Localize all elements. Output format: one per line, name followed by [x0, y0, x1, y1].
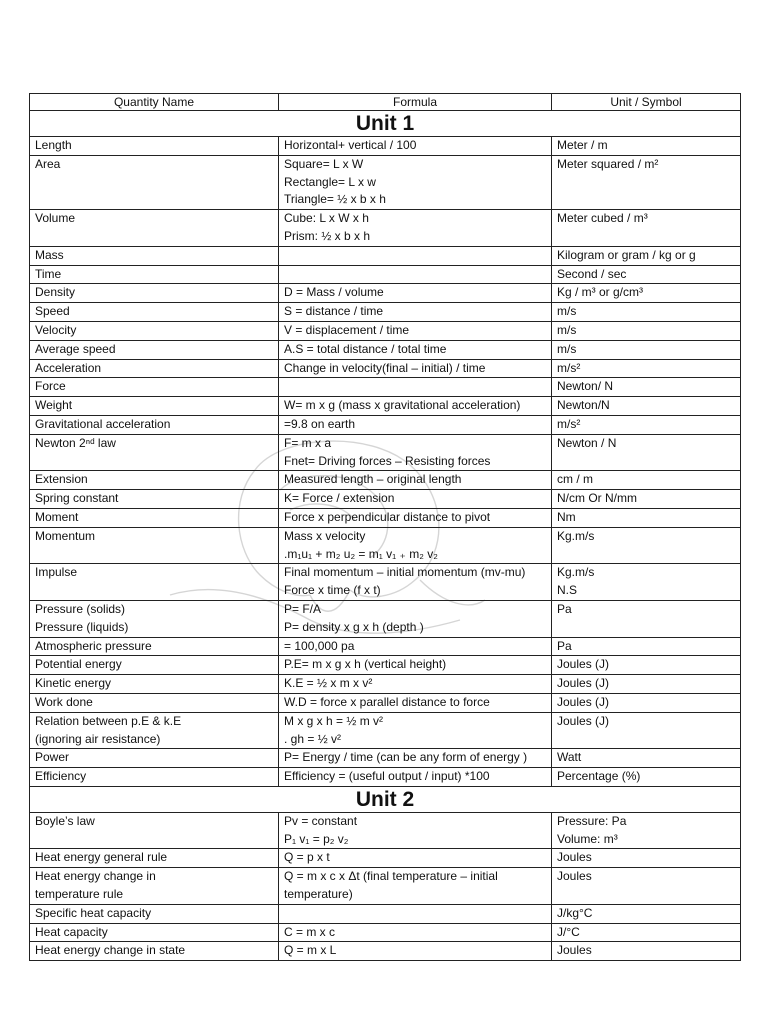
cell-line: M x g x h = ½ m v²	[284, 713, 384, 728]
cell-line: Force x time (f x t)	[284, 583, 381, 598]
cell-line: Force x perpendicular distance to pivot	[284, 509, 491, 524]
quantity-name-cell	[30, 284, 279, 303]
formula-cell	[279, 434, 552, 471]
cell-line: Moment	[35, 509, 79, 524]
cell-line: P= Energy / time (can be any form of energy )	[284, 750, 528, 765]
cell-line: Heat energy change in	[35, 869, 156, 884]
unit-cell	[552, 155, 741, 209]
formula-cell	[279, 471, 552, 490]
cell-line: Gravitational acceleration	[35, 416, 171, 431]
formula-cell	[279, 868, 552, 905]
cell-line: Nm	[557, 509, 576, 524]
cell-line: Pv = constant	[284, 813, 358, 828]
table-row	[30, 923, 741, 942]
cell-line: D = Mass / volume	[284, 285, 384, 300]
cell-line: Newton/ N	[557, 379, 614, 394]
formula-cell	[279, 246, 552, 265]
unit-cell	[552, 527, 741, 564]
cell-line: C = m x c	[284, 924, 336, 939]
quantity-name-cell	[30, 637, 279, 656]
formula-cell	[279, 942, 552, 961]
cell-line: Volume	[35, 211, 76, 226]
cell-line: Pa	[557, 601, 572, 616]
unit-cell	[552, 415, 741, 434]
cell-line: Work done	[35, 694, 93, 709]
unit-cell	[552, 564, 741, 601]
table-row	[30, 564, 741, 601]
cell-line: F= m x a	[284, 435, 332, 450]
table-row	[30, 434, 741, 471]
unit-cell	[552, 904, 741, 923]
section-header-row	[30, 786, 741, 812]
quantity-name-cell	[30, 600, 279, 637]
formula-cell	[279, 637, 552, 656]
table-row	[30, 378, 741, 397]
quantity-name-cell	[30, 712, 279, 749]
cell-line: (ignoring air resistance)	[35, 731, 161, 746]
unit-cell	[552, 693, 741, 712]
table-row	[30, 415, 741, 434]
unit-cell	[552, 749, 741, 768]
cell-line: Relation between p.E & k.E	[35, 713, 182, 728]
cell-line: = 100,000 pa	[284, 638, 355, 653]
cell-line: Impulse	[35, 565, 78, 580]
cell-line: N.S	[557, 583, 578, 598]
cell-line: Time	[35, 266, 62, 281]
formula-cell	[279, 749, 552, 768]
unit-cell	[552, 340, 741, 359]
unit-cell	[552, 490, 741, 509]
cell-line: Square= L x W	[284, 156, 364, 171]
cell-line: P₁ v₁ = p₂ v₂	[284, 831, 349, 846]
formula-cell	[279, 849, 552, 868]
formula-cell	[279, 210, 552, 247]
table-row	[30, 656, 741, 675]
cell-line: Fnet= Driving forces – Resisting forces	[284, 453, 491, 468]
table-row	[30, 359, 741, 378]
quantity-name-cell	[30, 210, 279, 247]
formula-cell	[279, 284, 552, 303]
table-row	[30, 284, 741, 303]
formula-cell	[279, 564, 552, 601]
quantity-name-cell	[30, 923, 279, 942]
cell-line: Length	[35, 138, 72, 152]
quantity-name-cell	[30, 155, 279, 209]
cell-line: Power	[35, 750, 70, 765]
quantity-name-cell	[30, 656, 279, 675]
table-row	[30, 246, 741, 265]
cell-line: temperature rule	[35, 887, 124, 902]
column-header-unit-symbol: Unit / Symbol	[552, 94, 741, 111]
cell-line: Mass x velocity	[284, 528, 366, 543]
cell-line: Spring constant	[35, 491, 119, 506]
table-row	[30, 137, 741, 156]
unit-cell	[552, 246, 741, 265]
cell-line: Change in velocity(final – initial) / time	[284, 360, 486, 375]
formula-cell	[279, 768, 552, 787]
formula-cell	[279, 303, 552, 322]
cell-line: J/kg°C	[557, 905, 593, 920]
cell-line: m/s	[557, 322, 577, 337]
unit-cell	[552, 471, 741, 490]
cell-line	[284, 247, 546, 265]
formula-cell	[279, 137, 552, 156]
cell-line: Kilogram or gram / kg or g	[557, 247, 696, 262]
table-row	[30, 321, 741, 340]
cell-line: Kinetic energy	[35, 676, 112, 691]
cell-line: Joules	[557, 869, 592, 884]
quantity-name-cell	[30, 508, 279, 527]
cell-line: Mass	[35, 247, 64, 262]
formula-cell	[279, 923, 552, 942]
cell-line: N/cm Or N/mm	[557, 491, 637, 506]
table-row	[30, 340, 741, 359]
cell-line: Specific heat capacity	[35, 905, 152, 920]
section-header-row	[30, 111, 741, 137]
cell-line: K= Force / extension	[284, 491, 395, 506]
cell-line: Horizontal+ vertical / 100	[284, 138, 417, 152]
table-row	[30, 397, 741, 416]
cell-line: Q = p x t	[284, 850, 330, 865]
table-row	[30, 600, 741, 637]
quantity-name-cell	[30, 490, 279, 509]
cell-line: Watt	[557, 750, 582, 765]
table-row	[30, 210, 741, 247]
cell-line: m/s²	[557, 360, 581, 375]
cell-line: Pressure (solids)	[35, 601, 126, 616]
unit-cell	[552, 378, 741, 397]
unit-cell	[552, 137, 741, 156]
table-row	[30, 942, 741, 961]
unit-cell	[552, 600, 741, 637]
table-row	[30, 849, 741, 868]
unit-cell	[552, 359, 741, 378]
cell-line: Joules (J)	[557, 694, 610, 709]
table-row	[30, 749, 741, 768]
quantity-name-cell	[30, 564, 279, 601]
quantity-name-cell	[30, 675, 279, 694]
cell-line: W= m x g (mass x gravitational acceleration)	[284, 398, 521, 413]
cell-line: Prism: ½ x b x h	[284, 228, 371, 243]
unit-cell	[552, 923, 741, 942]
unit-cell	[552, 868, 741, 905]
quantity-name-cell	[30, 340, 279, 359]
cell-line: Area	[35, 156, 61, 171]
unit-cell	[552, 849, 741, 868]
cell-line: Triangle= ½ x b x h	[284, 192, 386, 207]
cell-line: K.E = ½ x m x v²	[284, 676, 373, 691]
quantity-name-cell	[30, 434, 279, 471]
quantity-name-cell	[30, 137, 279, 156]
quantity-name-cell	[30, 265, 279, 284]
cell-line: Force	[35, 379, 66, 394]
formula-cell	[279, 904, 552, 923]
cell-line: S = distance / time	[284, 304, 384, 319]
quantity-name-cell	[30, 868, 279, 905]
table-row	[30, 693, 741, 712]
unit-cell	[552, 637, 741, 656]
formula-cell	[279, 340, 552, 359]
formula-table	[29, 93, 741, 961]
quantity-name-cell	[30, 471, 279, 490]
unit-cell	[552, 284, 741, 303]
unit-cell	[552, 812, 741, 849]
table-row	[30, 768, 741, 787]
cell-line: Percentage (%)	[557, 769, 641, 784]
table-row	[30, 265, 741, 284]
cell-line: Speed	[35, 304, 70, 319]
cell-line	[284, 266, 546, 284]
cell-line: Density	[35, 285, 76, 300]
quantity-name-cell	[30, 693, 279, 712]
cell-line: Volume: m³	[557, 831, 618, 846]
cell-line: Meter / m	[557, 138, 608, 152]
quantity-name-cell	[30, 527, 279, 564]
unit-cell	[552, 712, 741, 749]
formula-cell	[279, 490, 552, 509]
cell-line: Newton 2ⁿᵈ law	[35, 435, 116, 450]
section-title: Unit 2	[30, 786, 741, 812]
cell-line: Q = m x c x Δt (final temperature – initial	[284, 869, 498, 884]
cell-line: Kg.m/s	[557, 565, 595, 580]
quantity-name-cell	[30, 246, 279, 265]
cell-line: Rectangle= L x w	[284, 174, 376, 189]
unit-cell	[552, 768, 741, 787]
cell-line	[284, 378, 546, 396]
unit-cell	[552, 397, 741, 416]
section-title: Unit 1	[30, 111, 741, 137]
cell-line	[284, 905, 546, 923]
table-row	[30, 868, 741, 905]
formula-cell	[279, 359, 552, 378]
cell-line: Efficiency	[35, 769, 87, 784]
table-row	[30, 527, 741, 564]
formula-cell	[279, 415, 552, 434]
cell-line: Newton/N	[557, 398, 610, 413]
quantity-name-cell	[30, 849, 279, 868]
cell-line: Boyle’s law	[35, 813, 95, 828]
cell-line: Cube: L x W x h	[284, 211, 369, 226]
formula-cell	[279, 675, 552, 694]
cell-line: Q = m x L	[284, 943, 337, 958]
unit-cell	[552, 434, 741, 471]
cell-line: Measured length – original length	[284, 472, 462, 487]
quantity-name-cell	[30, 415, 279, 434]
table-row	[30, 471, 741, 490]
formula-cell	[279, 693, 552, 712]
cell-line: Pa	[557, 638, 572, 653]
cell-line: Efficiency = (useful output / input) *100	[284, 769, 490, 784]
cell-line: Atmospheric pressure	[35, 638, 152, 653]
formula-cell	[279, 378, 552, 397]
cell-line: =9.8 on earth	[284, 416, 356, 431]
table-row	[30, 712, 741, 749]
quantity-name-cell	[30, 321, 279, 340]
cell-line: J/°C	[557, 924, 580, 939]
unit-cell	[552, 265, 741, 284]
unit-cell	[552, 675, 741, 694]
cell-line: A.S = total distance / total time	[284, 341, 447, 356]
unit-cell	[552, 321, 741, 340]
cell-line: m/s	[557, 304, 577, 319]
cell-line: Heat energy general rule	[35, 850, 168, 865]
column-header-quantity-name: Quantity Name	[30, 94, 279, 111]
cell-line: P= F/A	[284, 601, 322, 616]
cell-line: Pressure (liquids)	[35, 619, 129, 634]
quantity-name-cell	[30, 942, 279, 961]
cell-line: Momentum	[35, 528, 96, 543]
cell-line: P.E= m x g x h (vertical height)	[284, 657, 447, 672]
cell-line: P= density x g x h (depth )	[284, 619, 424, 634]
cell-line: Joules (J)	[557, 713, 610, 728]
cell-line: m/s	[557, 341, 577, 356]
quantity-name-cell	[30, 359, 279, 378]
header-row	[30, 94, 741, 111]
formula-cell	[279, 155, 552, 209]
table-row	[30, 490, 741, 509]
unit-cell	[552, 210, 741, 247]
cell-line: Joules (J)	[557, 676, 610, 691]
cell-line: Velocity	[35, 322, 77, 337]
unit-cell	[552, 942, 741, 961]
formula-cell	[279, 265, 552, 284]
cell-line: cm / m	[557, 472, 593, 487]
table-row	[30, 155, 741, 209]
cell-line: Heat energy change in state	[35, 943, 186, 958]
formula-cell	[279, 656, 552, 675]
cell-line: Newton / N	[557, 435, 617, 450]
cell-line: Meter cubed / m³	[557, 211, 648, 226]
table-row	[30, 508, 741, 527]
formula-cell	[279, 321, 552, 340]
table-row	[30, 812, 741, 849]
cell-line: Second / sec	[557, 266, 627, 281]
cell-line: W.D = force x parallel distance to force	[284, 694, 490, 709]
formula-cell	[279, 712, 552, 749]
column-header-formula: Formula	[279, 94, 552, 111]
cell-line: Extension	[35, 472, 88, 487]
cell-line: Potential energy	[35, 657, 122, 672]
quantity-name-cell	[30, 303, 279, 322]
cell-line: Joules	[557, 850, 592, 865]
cell-line: Pressure: Pa	[557, 813, 627, 828]
cell-line: m/s²	[557, 416, 581, 431]
cell-line: Heat capacity	[35, 924, 108, 939]
cell-line: Kg.m/s	[557, 528, 595, 543]
table-row	[30, 637, 741, 656]
unit-cell	[552, 508, 741, 527]
quantity-name-cell	[30, 397, 279, 416]
formula-cell	[279, 812, 552, 849]
table-row	[30, 303, 741, 322]
formula-cell	[279, 397, 552, 416]
formula-cell	[279, 527, 552, 564]
cell-line: Final momentum – initial momentum (mv-mu)	[284, 565, 526, 580]
formula-cell	[279, 600, 552, 637]
cell-line: Kg / m³ or g/cm³	[557, 285, 644, 300]
cell-line: Joules	[557, 943, 592, 958]
unit-cell	[552, 656, 741, 675]
cell-line: . gh = ½ v²	[284, 731, 342, 746]
cell-line: temperature)	[284, 887, 353, 902]
cell-line: Acceleration	[35, 360, 102, 375]
quantity-name-cell	[30, 904, 279, 923]
table-row	[30, 904, 741, 923]
quantity-name-cell	[30, 812, 279, 849]
quantity-name-cell	[30, 768, 279, 787]
table-row	[30, 675, 741, 694]
cell-line: Weight	[35, 398, 73, 413]
cell-line: Joules (J)	[557, 657, 610, 672]
cell-line: .m₁u₁ + m₂ u₂ = m₁ v₁ ₊ m₂ v₂	[284, 546, 438, 561]
unit-cell	[552, 303, 741, 322]
quantity-name-cell	[30, 749, 279, 768]
table-body	[30, 111, 741, 961]
cell-line: V = displacement / time	[284, 322, 410, 337]
formula-cell	[279, 508, 552, 527]
cell-line: Average speed	[35, 341, 116, 356]
cell-line: Meter squared / m²	[557, 156, 659, 171]
quantity-name-cell	[30, 378, 279, 397]
